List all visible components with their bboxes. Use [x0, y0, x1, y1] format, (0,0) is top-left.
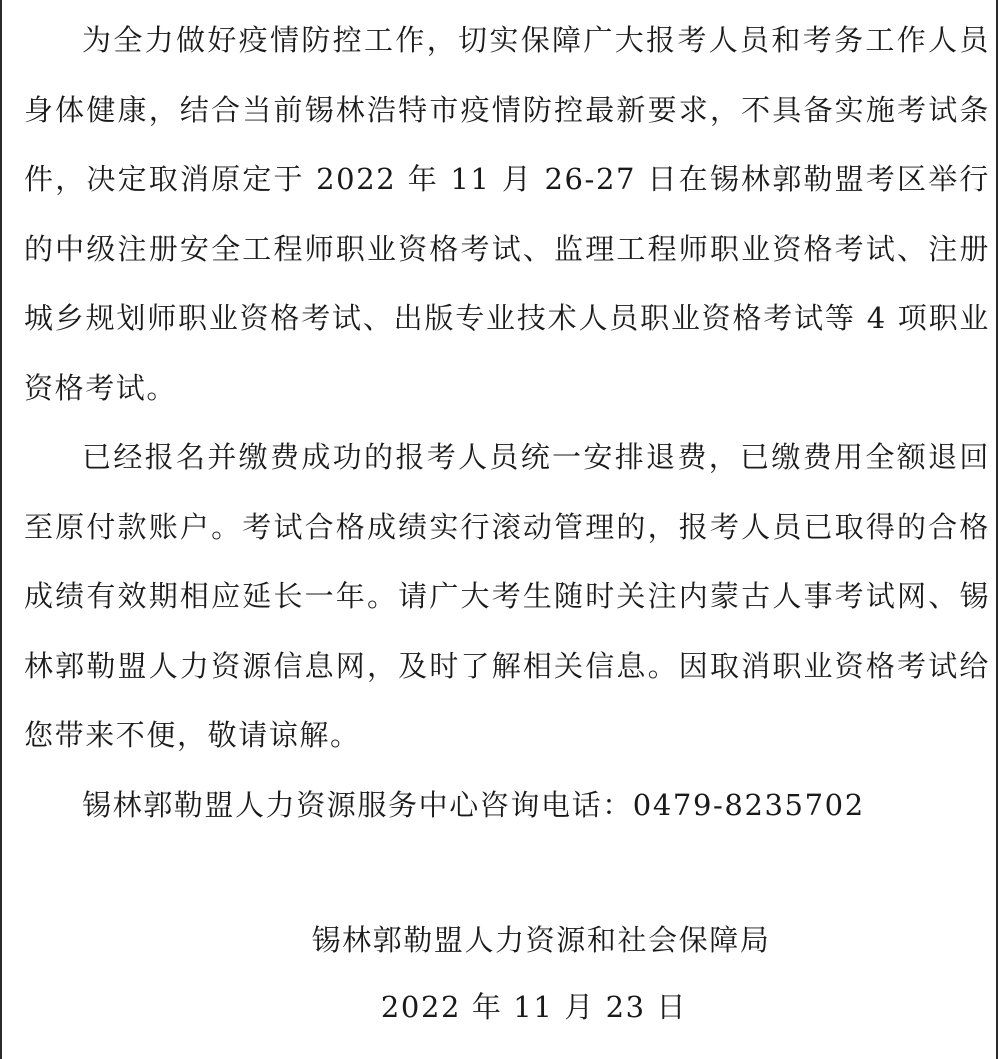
paragraph-refund: 已经报名并缴费成功的报考人员统一安排退费，已缴费用全额退回至原付款账户。考试合格成绩实行滚动管理的，报考人员已取得的合格成绩有效期相应延长一年。请广大考生随时关注内蒙古人事考试网、锡林郭勒盟人力资源信息网，及时了解相关信息。因取消职业资格考试给您带来不便，敬请谅解。 — [24, 440, 990, 752]
notice-body — [24, 6, 990, 840]
paragraph-contact-phone: 锡林郭勒盟人力资源服务中心咨询电话：0479-8235702 — [82, 787, 865, 822]
paragraph-cancellation: 为全力做好疫情防控工作，切实保障广大报考人员和考务工作人员身体健康，结合当前锡林浩特市疫情防控最新要求，不具备实施考试条件，决定取消原定于 2022 年 11 月 26-27 日在锡林郭勒盟考区举行的中级注册安全工程师职业资格考试、监理工程师职业资格考试、注册城乡规划师职业资格考试、出版专业技术人员职业资格考试等 4 项职业资格考试。 — [24, 23, 990, 405]
signature-organization: 锡林郭勒盟人力资源和社会保障局 — [311, 923, 771, 957]
signature-date: 2022 年 11 月 23 日 — [380, 990, 688, 1024]
